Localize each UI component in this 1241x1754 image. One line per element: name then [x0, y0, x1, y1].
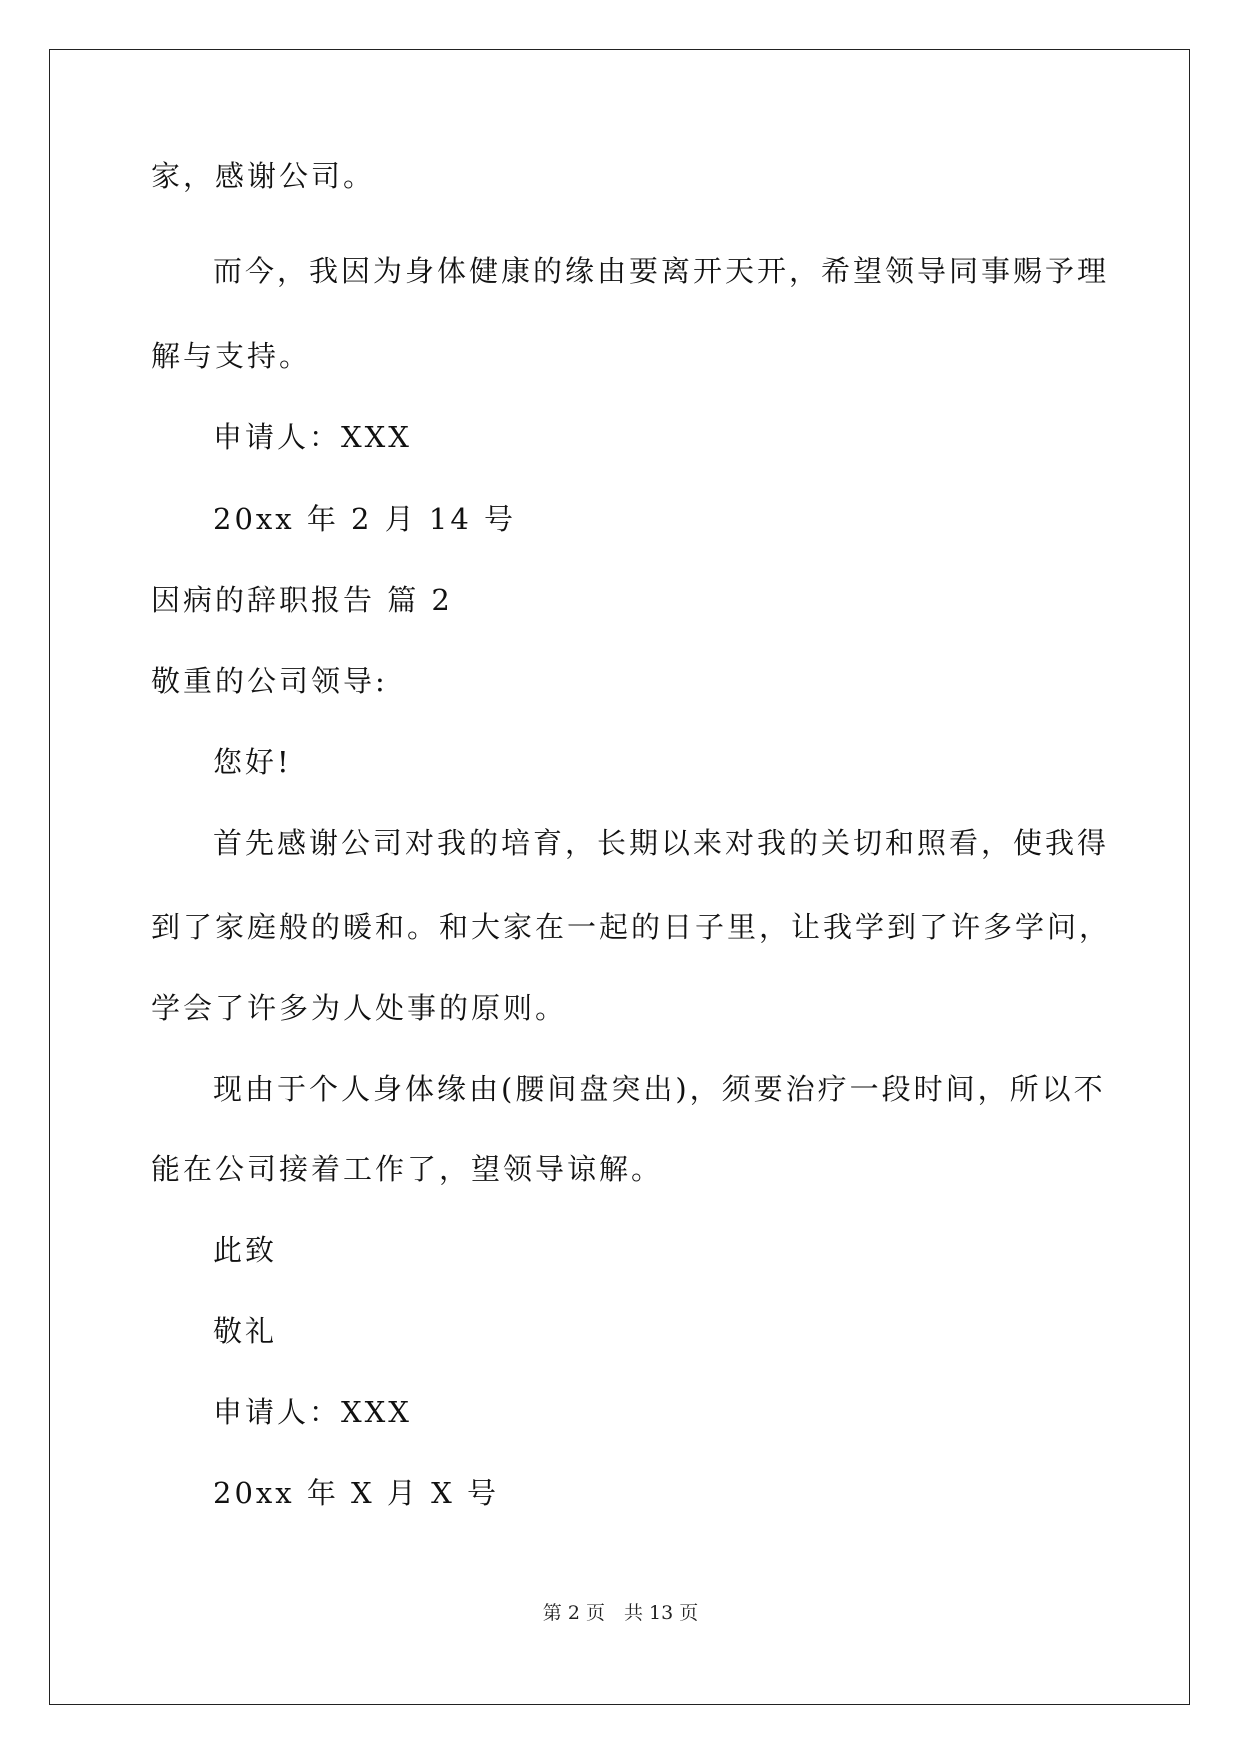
body-line-8: 能在公司接着工作了，望领导谅解。	[151, 1152, 664, 1186]
body-line-3: 解与支持。	[151, 339, 312, 373]
section-heading: 因病的辞职报告 篇 2	[151, 583, 453, 617]
closing-1: 此致	[213, 1233, 278, 1267]
greeting: 您好!	[213, 745, 292, 779]
page-number: 第 2 页 共 13 页	[542, 1602, 699, 1624]
page-border	[49, 49, 1190, 1705]
body-line-1: 家，感谢公司。	[151, 159, 376, 193]
signature-applicant-1: 申请人：XXX	[213, 420, 412, 454]
signature-applicant-2: 申请人：XXX	[213, 1395, 412, 1429]
date-line-1: 20xx 年 2 月 14 号	[213, 502, 517, 536]
body-line-2: 而今，我因为身体健康的缘由要离开天开，希望领导同事赐予理	[213, 254, 1110, 288]
salutation: 敬重的公司领导:	[151, 664, 388, 698]
closing-2: 敬礼	[213, 1314, 278, 1348]
body-line-5: 到了家庭般的暖和。和大家在一起的日子里，让我学到了许多学问，	[151, 910, 1112, 944]
body-line-4: 首先感谢公司对我的培育，长期以来对我的关切和照看，使我得	[213, 826, 1110, 860]
body-line-6: 学会了许多为人处事的原则。	[151, 991, 568, 1025]
date-line-2: 20xx 年 X 月 X 号	[213, 1476, 499, 1510]
body-line-7: 现由于个人身体缘由(腰间盘突出)，须要治疗一段时间，所以不	[213, 1072, 1106, 1106]
